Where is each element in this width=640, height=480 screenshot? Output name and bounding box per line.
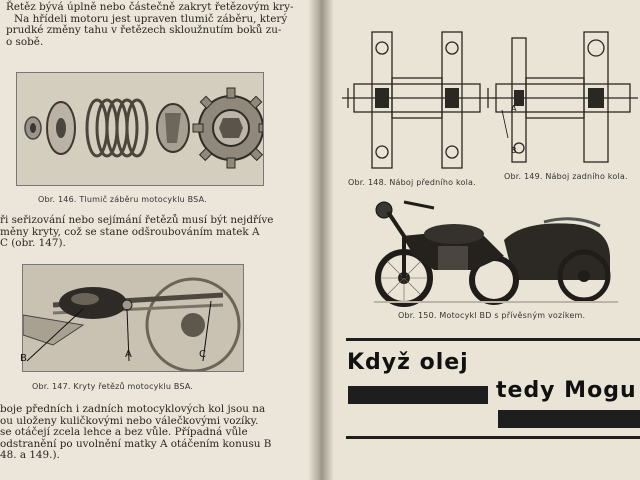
paragraph-chain-cover <box>6 2 311 48</box>
sprocket-icon <box>193 88 263 168</box>
ad-line-2: tedy Mogu <box>496 378 637 403</box>
left-page <box>0 0 318 480</box>
front-hub-drawing <box>342 28 494 172</box>
text-line: C (obr. 147). <box>0 237 66 250</box>
paragraph-chain-adjust <box>0 215 310 250</box>
text-line: ou uloženy kuličkovými nebo válečkovými vozíky. <box>0 414 259 427</box>
chain-covers-image <box>23 265 243 371</box>
text-line: Na hřídeli motoru jest upraven tlumič záběru, který <box>14 12 288 25</box>
text-line: 48. a 149.). <box>0 449 60 462</box>
text-line: odstranění po uvolnění matky A otáčením konusu B <box>0 437 272 450</box>
text-line: boje předních i zadních motocyklových kol jsou na <box>0 403 266 415</box>
figure-148-front-hub <box>342 28 494 172</box>
figure-147-label-c: C <box>199 349 206 360</box>
figure-148-caption: Obr. 148. Náboj předního kola. <box>348 178 476 187</box>
figure-147-caption: Obr. 147. Kryty řetězů motocyklu BSA. <box>32 382 194 391</box>
figure-150-caption: Obr. 150. Motocykl BD s přívěsným vozíkem. <box>398 311 586 320</box>
figure-147-label-a: A <box>125 349 132 360</box>
ad-top-rule <box>346 338 640 341</box>
figure-146-shock-absorber <box>16 72 264 186</box>
figure-149-label-b: B <box>511 146 517 155</box>
ad-bar-left <box>348 386 488 404</box>
figure-147-label-b: B <box>20 353 27 364</box>
ad-line-1: Když olej <box>347 350 469 375</box>
text-line: se otáčejí zcela lehce a bez vůle. Případná vůle <box>0 426 248 439</box>
figure-149-caption: Obr. 149. Náboj zadního kola. <box>504 172 628 181</box>
figure-149-label-a: A <box>511 104 517 113</box>
figure-150-motorcycle-sidecar <box>374 196 618 310</box>
paragraph-wheel-hubs <box>0 404 310 462</box>
ad-bottom-rule <box>346 436 640 439</box>
text-line: ři seřizování nebo sejímání řetězů musí být nejdříve <box>0 214 274 226</box>
text-line: Řetěz bývá úplně nebo částečně zakryt řetězovým kry- <box>6 1 294 13</box>
book-gutter <box>308 0 334 480</box>
shock-absorber-parts-image <box>17 73 263 185</box>
figure-146-caption: Obr. 146. Tlumič záběru motocyklu BSA. <box>38 195 207 204</box>
motorcycle-sidecar-image <box>374 196 618 310</box>
figure-147-chain-covers <box>22 264 244 372</box>
text-line: prudké změny tahu v řetězech skloužnutím boků zu- <box>6 24 282 37</box>
text-line: o sobě. <box>6 35 44 48</box>
ad-bar-right <box>498 410 640 428</box>
right-page <box>318 0 640 480</box>
text-line: měny kryty, což se stane odšroubováním matek A <box>0 225 260 238</box>
